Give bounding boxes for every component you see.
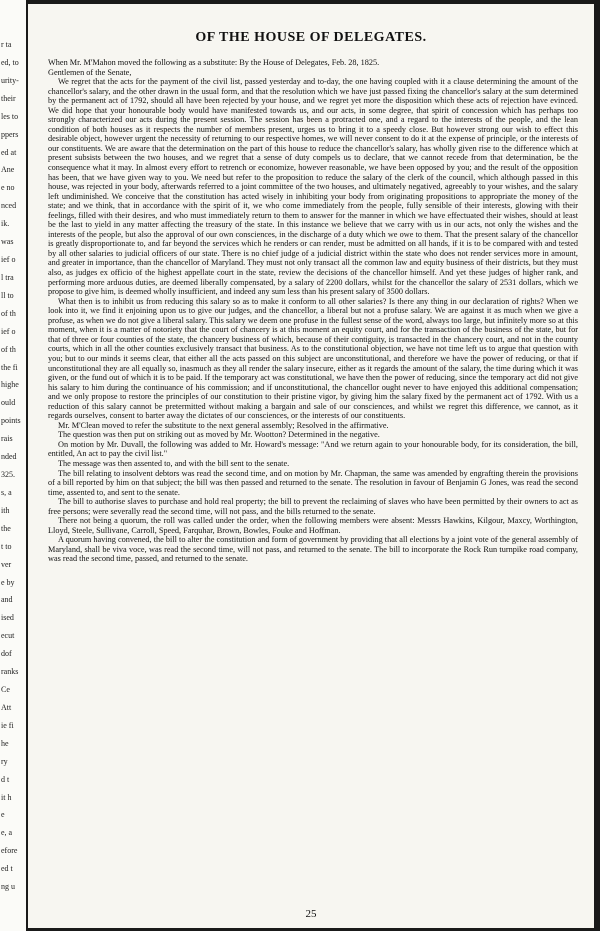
margin-fragment: efore bbox=[1, 846, 18, 856]
margin-fragment: ed at bbox=[1, 147, 17, 157]
paragraph: A quorum having convened, the bill to alter the constitution and form of government by providing that all elections by a joint vote of the general assembly of Maryland, shall be viva voce, was read the second time, will not pass, and returned to the senate. The bill to incorporate the Rock Run turnpike road company, was read the second time, passed, and returned to the senate. bbox=[48, 535, 578, 564]
margin-fragment: Att bbox=[1, 702, 12, 712]
margin-fragment: and bbox=[1, 595, 13, 605]
margin-fragment: the bbox=[1, 523, 11, 533]
paragraph: What then is to inhibit us from reducing this salary so as to make it conform to all other salaries? Is there any thing in our declaration of rights? When we look into it, we find it enjoining upon us to give our judges, and the chancellor, a liberal but not a profuse salary. We are against it as much when we give a profuse, as when we do not give a liberal salary. This salary we deem one profuse in the fullest sense of the word, always too large, but infinitely more so at this moment, when it is a matter of notoriety that the court of chancery is at this moment an equity court, and for the transaction of the business of the state, but for that of three or four counties of the state, the chancery business of which, because of their contiguity, is transacted in the chancery court, and not in the county courts, which in all the other counties exclusively transact that business. As to the constitutional objection, we have not time left us to argue that question with you; but to our minds it seems clear, that either all the acts passed on this subject are unconstitutional, and therefore we have the power of reducing, or that if unconstitutional they are all equally so, inasmuch as they all render the salary insecure, either as it regards the amount of the salary, the time during which it was given, or the fund out of which it is to be paid. If the temporary act was constitutional, we have then the power of reducing, since the temporary act did not give his salary to him during the continuance of his commission; and if unconstitutional, the chancellor ought never to have enjoyed this additional compensation; and we only propose to restore the principles of our constitution to their pristine vigor, by giving him the salary fixed by the permanent act of 1792. With us a reduction of this salary cannot be pretermitted without making a bargain and sale of our consciences, and whilst we regret this difference, we cannot, as it regards ourselves, consent to barter away the dictates of our consciences, or the interests of our constituents. bbox=[48, 296, 578, 421]
paragraph: Mr. M'Clean moved to refer the substitute to the next general assembly; Resolved in the affirmative. bbox=[58, 420, 389, 430]
margin-fragment: ranks bbox=[1, 667, 19, 677]
margin-fragment: ief o bbox=[1, 326, 16, 336]
margin-fragment: s, a bbox=[1, 487, 12, 497]
paragraph: The question was then put on striking out as moved by Mr. Wootton? Determined in the negative. bbox=[58, 430, 380, 440]
margin-fragment: ith bbox=[1, 505, 10, 515]
margin-fragment: ed t bbox=[1, 864, 13, 874]
paragraph: When Mr. M'Mahon moved the following as a substitute: By the House of Delegates, Feb. 28, 1825. bbox=[48, 58, 380, 67]
margin-fragment: ief o bbox=[1, 255, 16, 264]
margin-fragment: points bbox=[1, 416, 21, 426]
margin-fragment: of th bbox=[1, 344, 16, 354]
margin-fragment: Ce bbox=[1, 685, 10, 694]
margin-fragment: he bbox=[1, 738, 9, 748]
paragraph: We regret that the acts for the payment of the civil list, passed yesterday and to-day, the one having coupled with it a clause determining the amount of the chancellor's salary, and the other drawn in the usual form, and that the resolution which we have just passed fixing the chancellor's salary at the sum determined by the permanent act of 1792, should all have been rejected by your house, and we regret yet more the disposition which these acts of rejection have evinced. We did hope that your honourable body would have manifested towards us, and our acts, in some degree, that spirit of concession which has perhaps too strongly characterized our acts during the present session. The session has been a protracted one, and a regard to the interests of the people, and the lean condition of both houses as it respects the number of members present, urges us to bring it to a speedy close. But however strong our wish to effect this desirable object, however urgent the necessity of returning to our respective homes, we will never consent to do it at the expense of principle, or the interests of our constituents. We are aware that the determination on the part of this house to reduce the chancellor's salary, has wholly given rise to the difference which at present subsists between the two houses, and we regret that a sense of duty compels us to declare, that we cannot recede from that determination, be the consequence what it may. In almost every effort to retrench or economize, however reasonable, we have been opposed by you; and the result of the opposition has been, that we have given way to you. We need but refer to the proposition to reduce the salary of the clerk of the council, which although passed in this house, was rejected in your body, afterwards referred to a joint committee of the two houses, and ultimately negatived, agreeably to your wishes, and the salary left undiminished. We conceive that the constitution has acted wisely in inhibiting your body from originating propositions to appropriate the money of the state; and we think, that in accordance with the spirit of it, we who come immediately from the people, fully sensible of their interests, glowing with their feelings, filled with their desires, and who must immediately return to them to answer for the manner in which we have effectuated their wishes, should at least be the last to yield in any matter affecting the treasury of the state. In this instance we believe that we carry with us in our acts, not only the wishes and the interests of the people, but also the approval of our own consciences, in the discharge of a duty which we owe to them. That the present salary of the chancellor is greatly disproportionate to, and far beyond the services which he renders or can render, must be admitted on all hands, if it is to be compared with and tested by all other salaries to judicial officers of our state. There is no chief judge of a judicial district within the state who does not render services more in amount, and greater in importance, than the chancellor of Maryland. They must not only transact all the common law and equity business of their districts, but they must also, as judges ex officio of the highest appellate court in the state, review the decisions of the chancellor himself. And yet these judges of higher rank, and performing more arduous duties, are deemed liberally compensated, by a salary of 2200 dollars, whilst for the chancellor the salary of 2531 dollars, which we propose to give him, is deemed wholly insufficient, and indeed any sum less than his present salary of 3500 dollars. bbox=[48, 77, 578, 297]
margin-fragment: Ane bbox=[1, 165, 15, 175]
margin-fragment: the fi bbox=[1, 362, 18, 372]
margin-fragment: of th bbox=[1, 308, 16, 318]
margin-fragment: ng u bbox=[1, 882, 15, 892]
paragraph: The bill relating to insolvent debtors was read the second time, and on motion by Mr. Chapman, the same was amended by engrafting therein the provisions of a bill reported by him on that subject; the bill was then passed and returned to the senate. The resolution in favour of Benjamin G Jones, was read the second time, assented to, and sent to the senate. bbox=[48, 468, 578, 497]
margin-fragment: highe bbox=[1, 380, 19, 390]
margin-fragment: e, a bbox=[1, 828, 13, 838]
margin-fragment: their bbox=[1, 93, 16, 103]
margin-fragment: ppers bbox=[1, 129, 19, 139]
margin-fragment: e no bbox=[1, 183, 15, 193]
body-text bbox=[48, 58, 578, 564]
paragraph: Gentlemen of the Senate, bbox=[48, 67, 132, 77]
adjacent-page-margin bbox=[0, 0, 26, 931]
margin-fragment: ver bbox=[1, 559, 12, 569]
margin-fragment: nded bbox=[1, 452, 17, 462]
margin-fragment: d t bbox=[1, 774, 10, 784]
document-page bbox=[28, 4, 594, 928]
margin-fragment: les to bbox=[1, 111, 19, 121]
margin-fragment: was bbox=[1, 237, 14, 247]
paragraph: There not being a quorum, the roll was called under the order, when the following members were absent: Messrs Hawkins, Kilgour, Maxcy, Worthington, Lloyd, Steele, Sullivane, Carroll, Speed, Farquhar, Brown, Bowles, Fouke and Hoffman. bbox=[48, 516, 578, 535]
paragraph: On motion by Mr. Duvall, the following was added to Mr. Howard's message: "And we return again to your honourable body, for its consideration, the bill, entitled, An act to pay the civil list." bbox=[48, 439, 578, 459]
margin-fragment: rais bbox=[1, 434, 13, 444]
margin-fragment: l tra bbox=[1, 272, 14, 282]
margin-fragment: e bbox=[1, 810, 5, 820]
page-header: OF THE HOUSE OF DELEGATES. bbox=[195, 30, 427, 45]
margin-fragment: r ta bbox=[1, 40, 12, 49]
margin-fragment: ed, to bbox=[1, 57, 19, 67]
margin-fragment: nced bbox=[1, 201, 17, 211]
margin-fragment: ry bbox=[1, 756, 8, 766]
margin-fragment: ised bbox=[1, 613, 14, 623]
margin-fragment: ll to bbox=[1, 290, 14, 300]
margin-fragment: e by bbox=[1, 577, 15, 587]
margin-fragment: ie fi bbox=[1, 720, 14, 730]
paragraph: The bill to authorise slaves to purchase and hold real property; the bill to prevent the reclaiming of slaves who have been permitted by their owners to act as free persons; were severally read the second time, will not pass, and the bills returned to the senate. bbox=[48, 497, 578, 516]
paragraph: The message was then assented to, and with the bill sent to the senate. bbox=[58, 458, 290, 468]
margin-fragment: urity- bbox=[1, 75, 19, 85]
margin-fragment: 325. bbox=[1, 470, 15, 479]
margin-fragment: dof bbox=[1, 649, 12, 659]
margin-fragment: it h bbox=[1, 792, 12, 802]
page-number: 25 bbox=[305, 908, 317, 920]
margin-fragment: ould bbox=[1, 398, 16, 408]
margin-fragment: ik. bbox=[1, 219, 10, 229]
margin-fragment: t to bbox=[1, 541, 12, 551]
margin-fragment: ecut bbox=[1, 631, 15, 641]
